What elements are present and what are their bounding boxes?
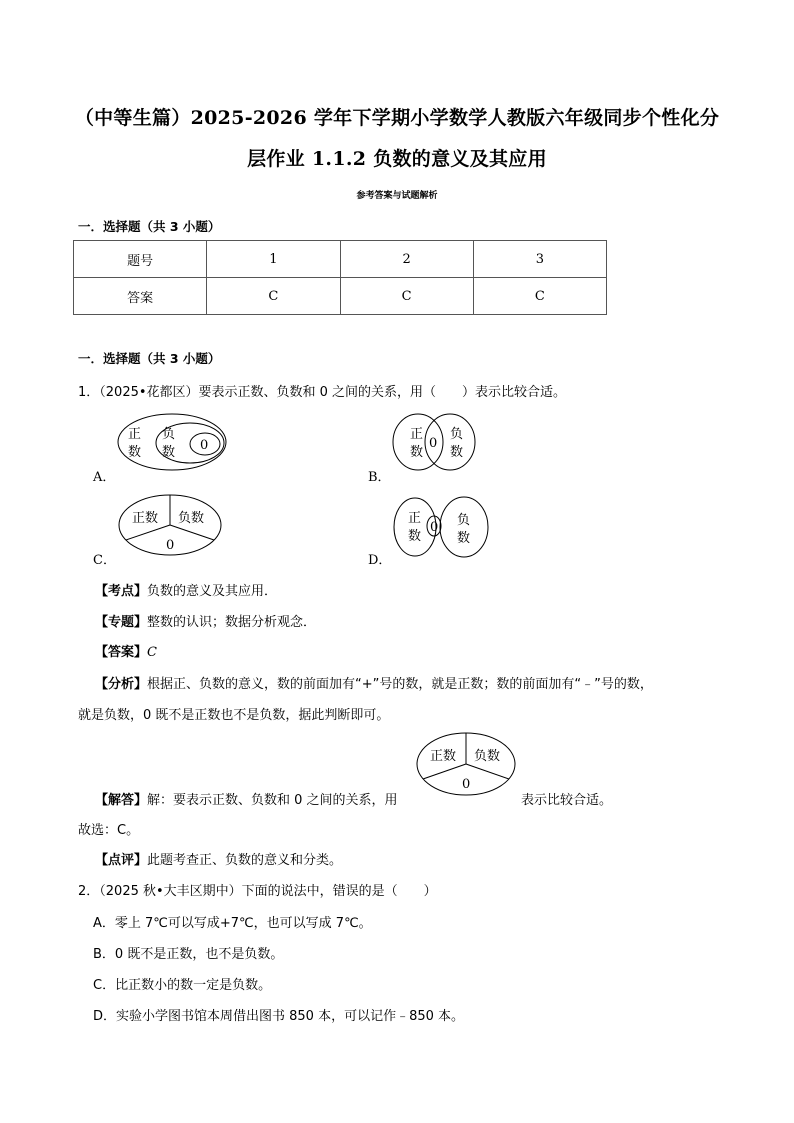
comment-line [95, 849, 342, 868]
choice-line: 故选：C。 [78, 823, 140, 838]
solution-text-post: 表示比较合适。 [521, 793, 613, 808]
option-d-zero: 0 [430, 520, 439, 535]
option-c-divider-left [126, 525, 170, 540]
solution-line [95, 789, 398, 808]
option-d-negative-char1: 负 [457, 513, 471, 528]
analysis-text-1: 根据正、负数的意义，数的前面加有“+”号的数，就是正数；数的前面加有“﹣”号的数， [147, 677, 653, 692]
questions-section-heading: 一．选择题（共 3 小题） [78, 351, 221, 366]
option-d-positive-char1: 正 [408, 511, 422, 526]
comment-tag: 【点评】 [95, 853, 148, 868]
solution-zero: 0 [462, 777, 471, 792]
answer-table-number: 1 [207, 241, 340, 278]
kaodian-line [95, 580, 277, 599]
question-2-option-a: A．零上 7℃可以写成+7℃，也可以写成 7℃。 [93, 916, 372, 931]
solution-divider-left [423, 764, 466, 779]
option-b-label: B． [368, 470, 391, 485]
analysis-line-2: 就是负数，0 既不是正数也不是负数，据此判断即可。 [78, 708, 390, 723]
question-2-option-d: D．实验小学图书馆本周借出图书 850 本，可以记作﹣850 本。 [93, 1009, 465, 1024]
option-c-positive: 正数 [132, 511, 159, 526]
document-title-line-1: （中等生篇）2025-2026 学年下学期小学数学人教版六年级同步个性化分 [74, 107, 720, 129]
kaodian-text: 负数的意义及其应用． [147, 584, 278, 599]
answer-table-answer: C [473, 278, 606, 315]
zhuanti-text: 整数的认识；数据分析观念． [147, 615, 317, 630]
answer-section-heading: 一．选择题（共 3 小题） [78, 219, 221, 234]
option-b-positive-char1: 正 [410, 427, 424, 442]
solution-positive: 正数 [430, 749, 457, 764]
solution-tag: 【解答】 [95, 793, 148, 808]
answer-table-answer: C [340, 278, 473, 315]
option-a-positive-char1: 正 [128, 427, 142, 442]
question-2-stem: 2．（2025 秋•大丰区期中）下面的说法中，错误的是（ ） [78, 884, 437, 899]
answer-table-label-number: 题号 [74, 241, 207, 278]
answer-tag: 【答案】 [95, 645, 148, 660]
question-2-option-b: B．0 既不是正数，也不是负数。 [93, 947, 284, 962]
answer-table-label-answer: 答案 [74, 278, 207, 315]
option-a-negative-char1: 负 [162, 427, 176, 442]
option-d-diagram [392, 494, 492, 562]
option-b-zero: 0 [429, 436, 438, 451]
question-2-option-c: C．比正数小的数一定是负数。 [93, 978, 272, 993]
solution-divider-right [466, 764, 509, 779]
option-d-negative-char2: 数 [457, 531, 471, 546]
document-title-line-2: 层作业 1.1.2 负数的意义及其应用 [247, 148, 547, 170]
analysis-line-1 [95, 673, 653, 692]
option-a-outer-ellipse [118, 414, 226, 470]
option-a-negative-char2: 数 [162, 445, 176, 460]
answer-table-answer: C [207, 278, 340, 315]
option-a-diagram [112, 410, 236, 474]
zhuanti-tag: 【专题】 [95, 615, 148, 630]
answer-table-answer-row [74, 278, 607, 315]
option-b-diagram [388, 410, 488, 474]
option-a-positive-char2: 数 [128, 445, 142, 460]
option-b-positive-char2: 数 [410, 445, 424, 460]
solution-text-pre: 解：要表示正数、负数和 0 之间的关系，用 [147, 793, 398, 808]
answer-table-number-row [74, 241, 607, 278]
option-a-label: A． [93, 470, 116, 485]
analysis-tag: 【分析】 [95, 677, 148, 692]
kaodian-tag: 【考点】 [95, 584, 148, 599]
option-b-negative-char2: 数 [450, 445, 464, 460]
option-d-positive-char2: 数 [408, 529, 422, 544]
option-c-label: C． [93, 553, 116, 568]
option-c-zero: 0 [166, 538, 175, 553]
question-1-stem: 1．（2025•花都区）要表示正数、负数和 0 之间的关系，用（ ）表示比较合适。 [78, 385, 567, 400]
comment-text: 此题考查正、负数的意义和分类。 [147, 853, 343, 868]
answer-table [73, 240, 607, 315]
zhuanti-line [95, 611, 316, 630]
option-c-negative: 负数 [178, 511, 205, 526]
answer-table-number: 2 [340, 241, 473, 278]
option-d-label: D． [368, 553, 392, 568]
option-c-divider-right [170, 525, 214, 540]
option-b-negative-char1: 负 [450, 427, 464, 442]
solution-negative: 负数 [474, 749, 501, 764]
solution-diagram [414, 729, 518, 799]
answer-table-number: 3 [473, 241, 606, 278]
option-a-zero: 0 [200, 438, 209, 453]
answer-line [95, 641, 157, 660]
document-subtitle: 参考答案与试题解析 [356, 191, 438, 201]
option-c-diagram [116, 492, 226, 560]
answer-text: C [147, 645, 157, 660]
